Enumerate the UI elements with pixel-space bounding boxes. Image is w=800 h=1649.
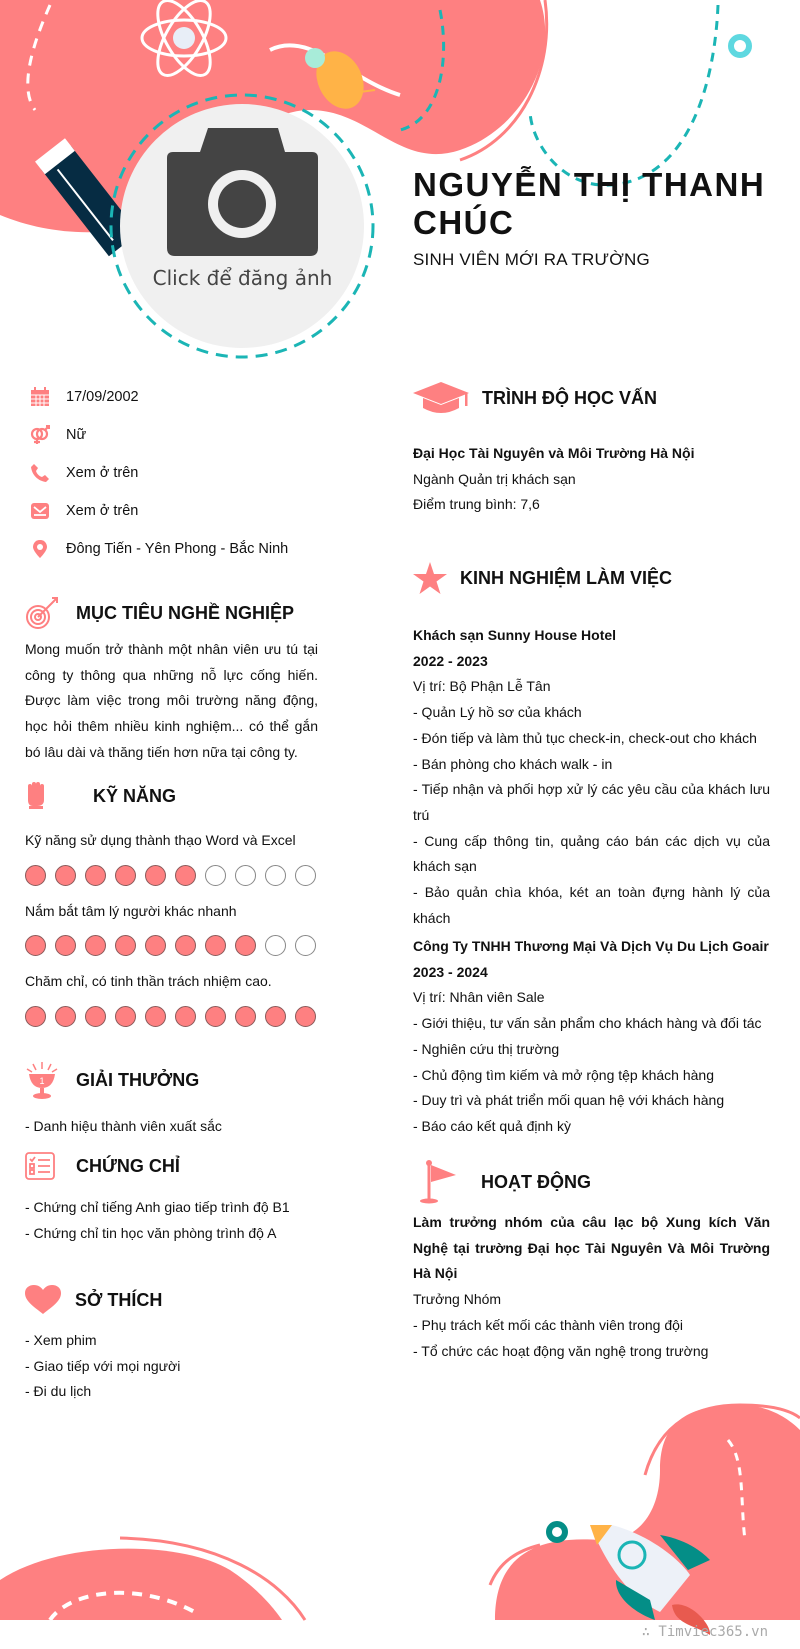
certificates-list (25, 1195, 290, 1246)
rating-dot-filled (205, 1006, 226, 1027)
footer-blob-left (0, 1549, 282, 1620)
hand-icon (25, 782, 47, 810)
job-duty: - Báo cáo kết quả định kỳ (413, 1117, 571, 1134)
rating-dot-filled (115, 935, 136, 956)
location-icon (30, 539, 50, 559)
job-period: 2023 - 2024 (413, 963, 488, 980)
job-2 (413, 934, 770, 1140)
svg-text:1: 1 (39, 1076, 45, 1086)
job-position: Vị trí: Nhân viên Sale (413, 989, 545, 1006)
activity-name: Làm trưởng nhóm của câu lạc bộ Xung kích Văn Nghệ tại trường Đại học Tài Nguyên Và Môi Trường Hà Nội (413, 1214, 770, 1282)
calendar-icon (30, 387, 50, 407)
hobby-item: - Đi du lịch (25, 1383, 92, 1400)
target-icon (25, 596, 59, 630)
rating-dot-filled (205, 935, 226, 956)
gpa: Điểm trung bình: 7,6 (413, 496, 540, 513)
rating-dot-filled (145, 1006, 166, 1027)
rating-dot-filled (235, 935, 256, 956)
section-experience: KINH NGHIỆM LÀM VIỆC (413, 562, 672, 594)
skill-rating (25, 865, 345, 887)
rating-dot-empty (205, 865, 226, 886)
skill-label: Kỹ năng sử dụng thành thạo Word và Excel (25, 832, 296, 848)
hobby-item: - Xem phim (25, 1332, 97, 1348)
rating-dot-filled (145, 865, 166, 886)
rating-dot-filled (175, 865, 196, 886)
section-education: TRÌNH ĐỘ HỌC VẤN (413, 382, 657, 414)
trophy-icon (25, 1060, 59, 1100)
heart-icon (25, 1285, 61, 1315)
skill-label: Nắm bắt tâm lý người khác nhanh (25, 902, 237, 919)
rating-dot-filled (25, 865, 46, 886)
upload-photo-button[interactable]: Click để đăng ảnh (152, 266, 333, 290)
gender-icon (30, 425, 50, 445)
skill-rating (25, 935, 345, 957)
graduation-cap-icon (413, 382, 469, 414)
school-name: Đại Học Tài Nguyên và Môi Trường Hà Nội (413, 445, 695, 461)
info-gender: Nữ (30, 423, 86, 447)
activity-role: Trưởng Nhóm (413, 1291, 502, 1308)
job-duty: - Tiếp nhận và phối hợp xử lý các yêu cầu của khách lưu trú (413, 781, 770, 823)
rating-dot-filled (85, 935, 106, 956)
job-company: Khách sạn Sunny House Hotel (413, 627, 617, 643)
job-duty: - Bán phòng cho khách walk - in (413, 755, 613, 772)
candidate-name: NGUYỄN THỊ THANH CHÚC (413, 166, 766, 241)
star-icon (413, 562, 447, 594)
job-duty: - Đón tiếp và làm thủ tục check-in, check-out cho khách (413, 729, 757, 746)
info-address: Đông Tiến - Yên Phong - Bắc Ninh (30, 537, 288, 561)
skill-label: Chăm chỉ, có tinh thần trách nhiệm cao. (25, 973, 272, 990)
job-duty: - Duy trì và phát triển mối quan hệ với khách hàng (413, 1092, 725, 1109)
rating-dot-filled (265, 1006, 286, 1027)
watermark: ∴ Timviec365.vn (641, 1624, 768, 1640)
skills-list (25, 828, 345, 1040)
email-icon (30, 501, 50, 521)
rating-dot-filled (295, 1006, 316, 1027)
section-objective: MỤC TIÊU NGHỀ NGHIỆP (25, 596, 294, 630)
section-activities: HOẠT ĐỘNG (420, 1160, 591, 1204)
rating-dot-filled (85, 1006, 106, 1027)
certificate-item: - Chứng chỉ tin học văn phòng trình độ A (25, 1224, 277, 1241)
job-period: 2022 - 2023 (413, 652, 488, 669)
section-certificates: CHỨNG CHỈ (25, 1152, 180, 1180)
rating-dot-filled (145, 935, 166, 956)
info-email: Xem ở trên (30, 499, 138, 523)
hobby-item: - Giao tiếp với mọi người (25, 1357, 181, 1374)
major: Ngành Quản trị khách sạn (413, 470, 576, 487)
checklist-icon (25, 1152, 55, 1180)
rating-dot-filled (55, 935, 76, 956)
job-duty: - Bảo quản chìa khóa, két an toàn đựng hành lý của khách (413, 884, 770, 926)
rating-dot-filled (55, 1006, 76, 1027)
awards-list (25, 1114, 222, 1140)
job-duty: - Chủ động tìm kiếm và mở rộng tệp khách hàng (413, 1066, 714, 1083)
rating-dot-empty (235, 865, 256, 886)
rating-dot-filled (115, 865, 136, 886)
info-birthdate: 17/09/2002 (30, 385, 139, 409)
rating-dot-filled (115, 1006, 136, 1027)
education-details (413, 441, 770, 518)
rating-dot-empty (295, 935, 316, 956)
section-awards: 1 GIẢI THƯỞNG (25, 1060, 199, 1100)
activity-item: - Phụ trách kết mối các thành viên trong đội (413, 1316, 684, 1333)
skill-rating (25, 1006, 345, 1028)
job-duty: - Quản Lý hồ sơ của khách (413, 704, 582, 721)
job-duty: - Giới thiệu, tư vấn sản phẩm cho khách hàng và đối tác (413, 1015, 762, 1032)
certificate-item: - Chứng chỉ tiếng Anh giao tiếp trình độ B1 (25, 1199, 290, 1215)
flag-icon (420, 1160, 460, 1204)
candidate-title: SINH VIÊN MỚI RA TRƯỜNG (413, 250, 650, 269)
section-skills: KỸ NĂNG (25, 782, 176, 810)
award-item: - Danh hiệu thành viên xuất sắc (25, 1118, 222, 1134)
phone-icon (30, 463, 50, 483)
activity-details (413, 1210, 770, 1364)
rating-dot-filled (85, 865, 106, 886)
hobbies-list (25, 1328, 180, 1405)
rating-dot-empty (295, 865, 316, 886)
job-position: Vị trí: Bộ Phận Lễ Tân (413, 678, 551, 695)
section-hobbies: SỞ THÍCH (25, 1285, 162, 1315)
job-1 (413, 623, 770, 931)
rating-dot-empty (265, 935, 286, 956)
info-phone: Xem ở trên (30, 461, 138, 485)
rating-dot-filled (25, 935, 46, 956)
job-company: Công Ty TNHH Thương Mại Và Dịch Vụ Du Lịch Goair (413, 938, 769, 954)
rating-dot-filled (25, 1006, 46, 1027)
rating-dot-empty (265, 865, 286, 886)
objective-text: Mong muốn trở thành một nhân viên ưu tú tại công ty thông qua những nỗ lực cống hiến. Được làm việc trong môi trường năng động, học hỏi thêm nhiều kinh nghiệm... có thể gắn bó lâu dài và thăng tiến hơn nữa tại công ty. (25, 641, 318, 760)
activity-item: - Tổ chức các hoạt động văn nghệ trong trường (413, 1342, 709, 1359)
job-duty: - Cung cấp thông tin, quảng cáo bán các dịch vụ của khách sạn (413, 832, 770, 875)
rating-dot-filled (175, 935, 196, 956)
job-duty: - Nghiên cứu thị trường (413, 1040, 560, 1057)
rating-dot-filled (235, 1006, 256, 1027)
rating-dot-filled (55, 865, 76, 886)
rating-dot-filled (175, 1006, 196, 1027)
